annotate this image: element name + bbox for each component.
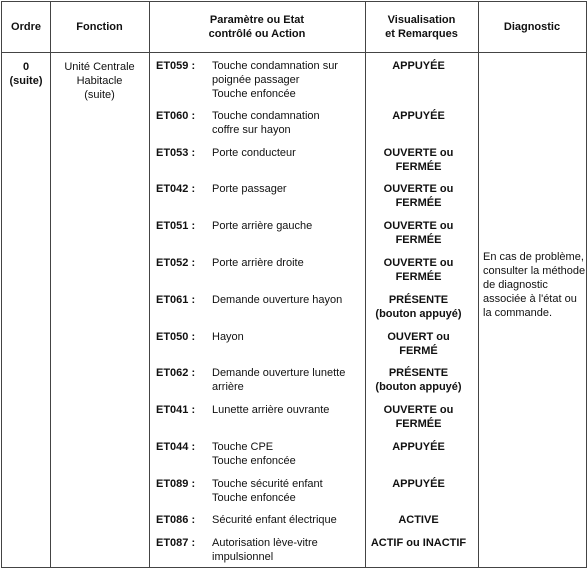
state-visualisation bbox=[365, 536, 472, 550]
header-visualisation-line2: et Remarques bbox=[385, 28, 458, 40]
header-diagnostic-label: Diagnostic bbox=[503, 21, 561, 33]
description-line: Demande ouverture lunette bbox=[212, 367, 346, 379]
state-code: ET041 : bbox=[156, 404, 196, 416]
description-line: Touche enfoncée bbox=[212, 88, 296, 100]
header-parametre-line1: Paramètre ou Etat bbox=[209, 14, 305, 26]
description-line: poignée passager bbox=[212, 74, 300, 86]
state-visualisation bbox=[365, 477, 472, 491]
visualisation-value: PRÉSENTE bbox=[388, 367, 449, 379]
fonction-line3: (suite) bbox=[84, 89, 115, 101]
state-visualisation bbox=[365, 146, 472, 174]
description-line: arrière bbox=[212, 381, 244, 393]
fonction-cell bbox=[50, 60, 149, 102]
state-code: ET051 : bbox=[156, 220, 196, 232]
description-line: impulsionnel bbox=[212, 551, 274, 563]
description-line: coffre sur hayon bbox=[212, 124, 291, 136]
visualisation-value: FERMÉE bbox=[395, 418, 442, 430]
visualisation-value: (bouton appuyé) bbox=[375, 381, 462, 393]
state-description bbox=[212, 146, 362, 160]
state-description bbox=[212, 109, 362, 137]
visualisation-value: APPUYÉE bbox=[392, 441, 445, 453]
state-description bbox=[212, 477, 362, 505]
state-code: ET086 : bbox=[156, 514, 196, 526]
visualisation-value: FERMÉE bbox=[395, 234, 442, 246]
description-line: Touche sécurité enfant bbox=[212, 478, 323, 490]
description-line: Porte arrière gauche bbox=[212, 220, 313, 232]
column-divider bbox=[149, 2, 150, 567]
description-line: Sécurité enfant électrique bbox=[212, 514, 337, 526]
state-visualisation bbox=[365, 366, 472, 394]
state-description bbox=[212, 219, 362, 233]
description-line: Lunette arrière ouvrante bbox=[212, 404, 330, 416]
visualisation-value: (bouton appuyé) bbox=[375, 308, 462, 320]
state-visualisation bbox=[365, 513, 472, 527]
state-visualisation bbox=[365, 293, 472, 321]
state-description bbox=[212, 293, 362, 307]
ordre-number: 0 bbox=[22, 61, 30, 73]
header-ordre-label: Ordre bbox=[11, 21, 41, 33]
state-visualisation bbox=[365, 182, 472, 210]
state-visualisation bbox=[365, 403, 472, 431]
description-line: Touche enfoncée bbox=[212, 455, 296, 467]
description-line: Hayon bbox=[212, 331, 244, 343]
description-line: Touche enfoncée bbox=[212, 492, 296, 504]
header-visualisation-line1: Visualisation bbox=[387, 14, 456, 26]
visualisation-value: ACTIVE bbox=[398, 514, 439, 526]
visualisation-value: OUVERTE ou bbox=[383, 404, 454, 416]
diagnostic-table bbox=[1, 1, 587, 568]
state-code: ET060 : bbox=[156, 110, 196, 122]
header-diagnostic bbox=[478, 2, 586, 52]
state-code: ET044 : bbox=[156, 441, 196, 453]
state-description bbox=[212, 366, 362, 394]
state-visualisation bbox=[365, 440, 472, 454]
state-description bbox=[212, 403, 362, 417]
description-line: Demande ouverture hayon bbox=[212, 294, 343, 306]
state-description bbox=[212, 440, 362, 468]
description-line: Touche condamnation bbox=[212, 110, 320, 122]
state-description bbox=[212, 59, 362, 101]
header-divider bbox=[2, 52, 586, 53]
state-code: ET087 : bbox=[156, 537, 196, 549]
header-parametre bbox=[149, 2, 365, 52]
visualisation-value: OUVERTE ou bbox=[383, 220, 454, 232]
description-line: Porte conducteur bbox=[212, 147, 296, 159]
header-fonction-label: Fonction bbox=[76, 21, 123, 33]
description-line: Touche CPE bbox=[212, 441, 274, 453]
header-visualisation bbox=[365, 2, 478, 52]
diagnostic-note: En cas de problème, consulter la méthode de diagnostic associée à l'état ou la commande. bbox=[483, 251, 586, 319]
description-line: Touche condamnation sur bbox=[212, 60, 338, 72]
state-description bbox=[212, 256, 362, 270]
ordre-cell bbox=[2, 60, 50, 88]
state-description bbox=[212, 330, 362, 344]
state-code: ET052 : bbox=[156, 257, 196, 269]
column-divider bbox=[478, 2, 479, 567]
description-line: Porte arrière droite bbox=[212, 257, 304, 269]
fonction-line2: Habitacle bbox=[76, 75, 123, 87]
visualisation-value: OUVERT ou bbox=[387, 331, 450, 343]
visualisation-value: PRÉSENTE bbox=[388, 294, 449, 306]
state-code: ET059 : bbox=[156, 60, 196, 72]
header-fonction bbox=[50, 2, 149, 52]
visualisation-value: OUVERTE ou bbox=[383, 183, 454, 195]
state-code: ET042 : bbox=[156, 183, 196, 195]
state-code: ET053 : bbox=[156, 147, 196, 159]
visualisation-value: FERMÉ bbox=[399, 345, 438, 357]
state-description bbox=[212, 536, 362, 564]
description-line: Autorisation lève-vitre bbox=[212, 537, 318, 549]
state-visualisation bbox=[365, 109, 472, 123]
description-line: Porte passager bbox=[212, 183, 287, 195]
visualisation-value: OUVERTE ou bbox=[383, 147, 454, 159]
visualisation-value: OUVERTE ou bbox=[383, 257, 454, 269]
state-visualisation bbox=[365, 256, 472, 284]
visualisation-value: APPUYÉE bbox=[392, 60, 445, 72]
header-ordre bbox=[2, 2, 50, 52]
visualisation-value: FERMÉE bbox=[395, 161, 442, 173]
state-description bbox=[212, 513, 362, 527]
state-code: ET089 : bbox=[156, 478, 196, 490]
visualisation-value: ACTIF ou INACTIF bbox=[370, 537, 467, 549]
state-visualisation bbox=[365, 219, 472, 247]
state-code: ET050 : bbox=[156, 331, 196, 343]
state-description bbox=[212, 182, 362, 196]
visualisation-value: FERMÉE bbox=[395, 271, 442, 283]
state-visualisation bbox=[365, 59, 472, 73]
ordre-suite: (suite) bbox=[9, 75, 43, 87]
visualisation-value: APPUYÉE bbox=[392, 478, 445, 490]
header-parametre-line2: contrôlé ou Action bbox=[208, 28, 306, 40]
fonction-line1: Unité Centrale bbox=[64, 61, 135, 73]
state-code: ET062 : bbox=[156, 367, 196, 379]
visualisation-value: FERMÉE bbox=[395, 197, 442, 209]
visualisation-value: APPUYÉE bbox=[392, 110, 445, 122]
state-code: ET061 : bbox=[156, 294, 196, 306]
state-visualisation bbox=[365, 330, 472, 358]
